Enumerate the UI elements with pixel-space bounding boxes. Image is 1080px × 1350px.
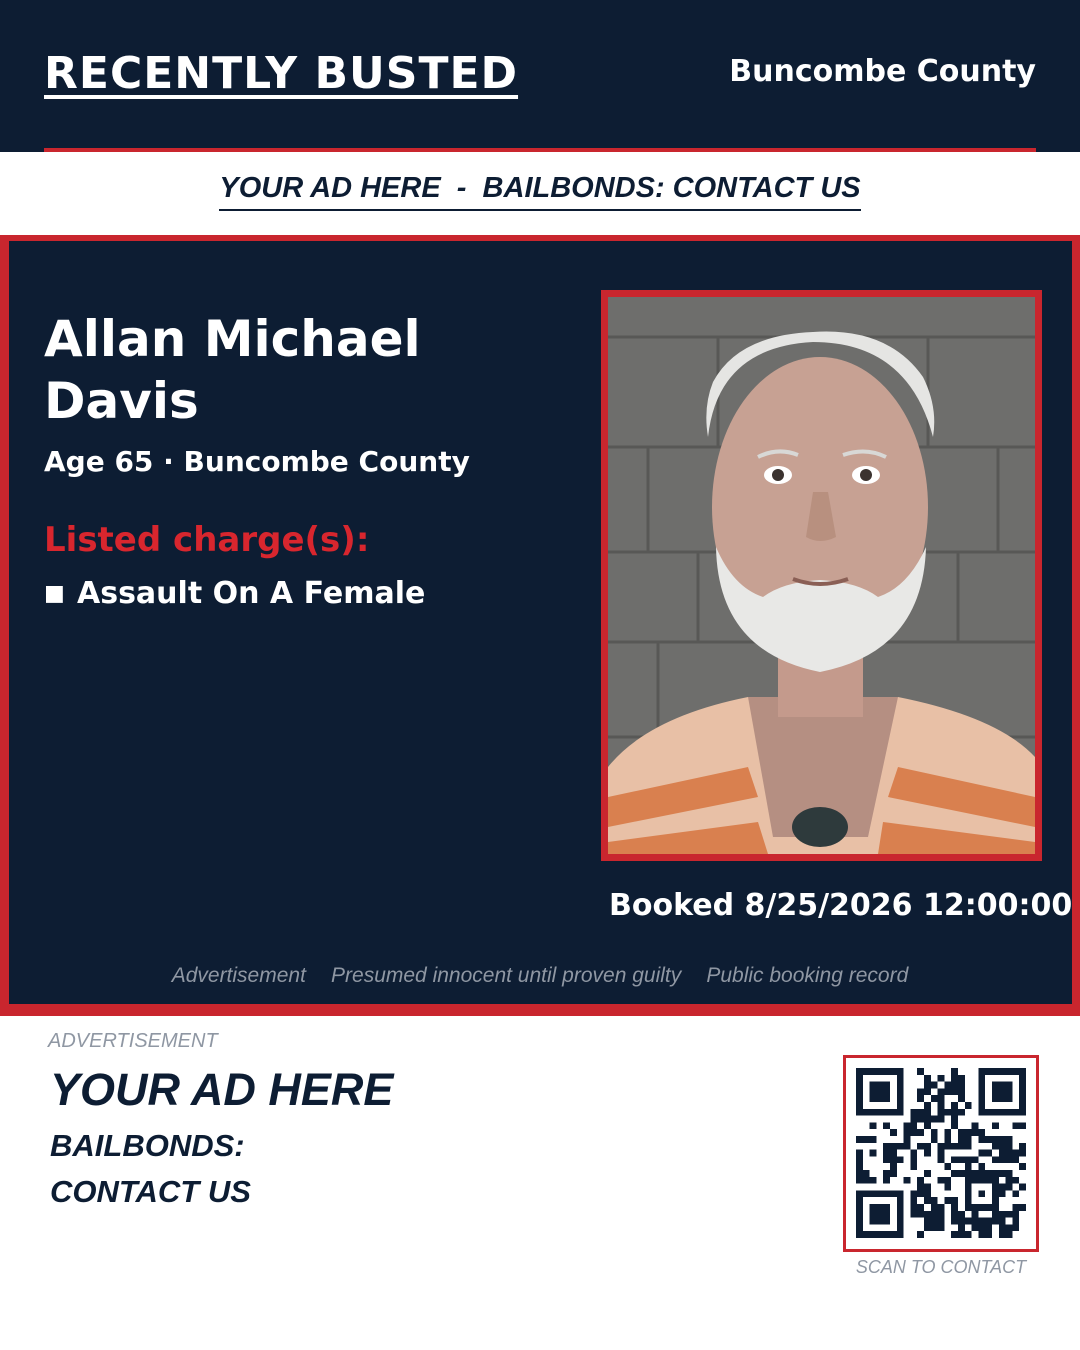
county-name: Buncombe County	[729, 54, 1036, 89]
disclaimer-public-record: Public booking record	[706, 964, 909, 987]
person-meta: Age 65 · Buncombe County	[44, 445, 470, 478]
disclaimer-presumed-innocent: Presumed innocent until proven guilty	[331, 964, 682, 987]
site-brand[interactable]: RECENTLY BUSTED	[44, 48, 519, 99]
header-divider	[44, 148, 1036, 152]
person-name: Allan Michael Davis	[44, 310, 421, 430]
ad-line-bailbonds[interactable]: BAILBONDS:	[50, 1128, 245, 1163]
ad-line-contact[interactable]: CONTACT US	[50, 1174, 251, 1209]
charges-heading: Listed charge(s):	[44, 520, 370, 560]
ad-label: ADVERTISEMENT	[48, 1030, 218, 1052]
disclaimer-advertisement: Advertisement	[171, 964, 306, 987]
qr-code-icon[interactable]	[856, 1068, 1026, 1238]
bullet-icon: ■	[44, 581, 65, 606]
booking-datetime: Booked 8/25/2026 12:00:00	[609, 888, 1073, 923]
qr-code-frame[interactable]	[843, 1055, 1039, 1252]
scan-label: SCAN TO CONTACT	[855, 1257, 1027, 1277]
charge-text: Assault On A Female	[77, 576, 426, 611]
disclaimer-row	[0, 964, 1080, 988]
top-ad-banner-text[interactable]: YOUR AD HERE - BAILBONDS: CONTACT US	[219, 172, 860, 211]
ad-title[interactable]: YOUR AD HERE	[50, 1064, 394, 1115]
top-ad-banner[interactable]	[0, 172, 1080, 211]
mugshot-frame	[601, 290, 1042, 861]
mugshot-photo	[608, 297, 1035, 854]
header-bar	[0, 0, 1080, 152]
charge-item	[44, 576, 425, 611]
